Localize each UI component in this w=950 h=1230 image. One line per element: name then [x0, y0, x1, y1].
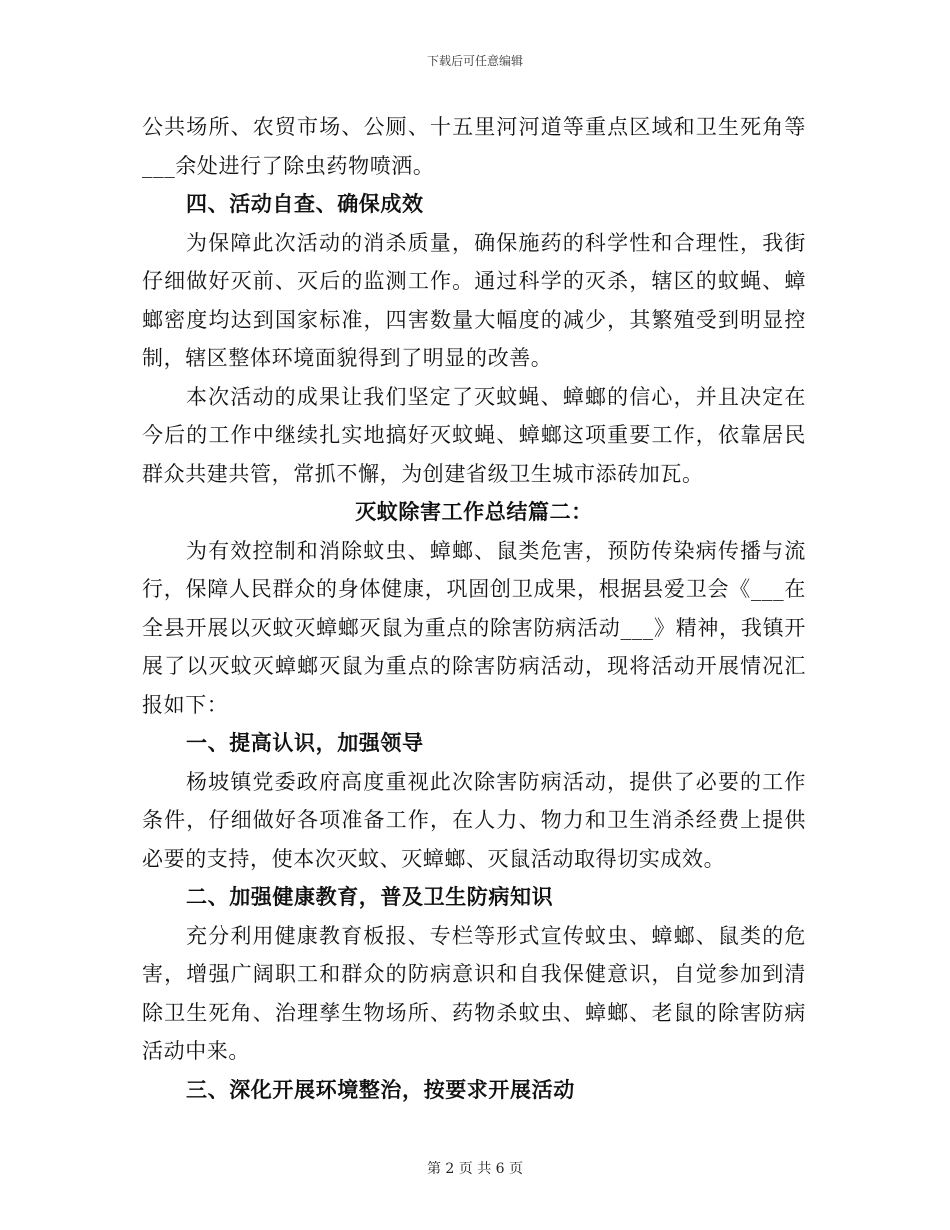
paragraph: 充分利用健康教育板报、专栏等形式宣传蚊虫、蟑螂、鼠类的危害，增强广阔职工和群众的防病意识和自我保健意识，自觉参加到清除卫生死角、治理孳生物场所、药物杀蚊虫、蟑螂、老鼠的除害防病活动中来。 [142, 923, 806, 1063]
paragraph: 本次活动的成果让我们坚定了灭蚊蝇、蟑螂的信心，并且决定在今后的工作中继续扎实地搞好灭蚊蝇、蟑螂这项重要工作，依靠居民群众共建共管，常抓不懈，为创建省级卫生城市添砖加瓦。 [142, 384, 806, 486]
section-heading: 一、提高认识，加强领导 [186, 730, 424, 755]
section-heading: 二、加强健康教育，普及卫生防病知识 [186, 884, 554, 909]
section-heading: 三、深化开展环境整治，按要求开展活动 [186, 1076, 575, 1102]
paragraph: 杨坡镇党委政府高度重视此次除害防病活动，提供了必要的工作条件，仔细做好各项准备工作，在人力、物力和卫生消杀经费上提供必要的支持，使本次灭蚊、灭蟑螂、灭鼠活动取得切实成效。 [142, 769, 806, 871]
page-footer: 第 2 页 共 6 页 [426, 1161, 524, 1177]
document-body [142, 108, 806, 1109]
section-title: 灭蚊除害工作总结篇二： [355, 499, 593, 524]
paragraph: 公共场所、农贸市场、公厕、十五里河河道等重点区域和卫生死角等___余处进行了除虫药物喷洒。 [142, 115, 806, 178]
paragraph: 为保障此次活动的消杀质量，确保施药的科学性和合理性，我街仔细做好灭前、灭后的监测工作。通过科学的灭杀，辖区的蚊蝇、蟑螂密度均达到国家标准，四害数量大幅度的减少，其繁殖受到明显控制，辖区整体环境面貌得到了明显的改善。 [142, 230, 806, 370]
paragraph: 为有效控制和消除蚊虫、蟑螂、鼠类危害，预防传染病传播与流行，保障人民群众的身体健康，巩固创卫成果，根据县爱卫会《___在全县开展以灭蚊灭蟑螂灭鼠为重点的除害防病活动___》精神，我镇开展了以灭蚊灭蟑螂灭鼠为重点的除害防病活动，现将活动开展情况汇报如下： [142, 538, 806, 717]
page-header: 下载后可任意编辑 [426, 54, 523, 68]
section-heading: 四、活动自查、确保成效 [186, 191, 424, 216]
